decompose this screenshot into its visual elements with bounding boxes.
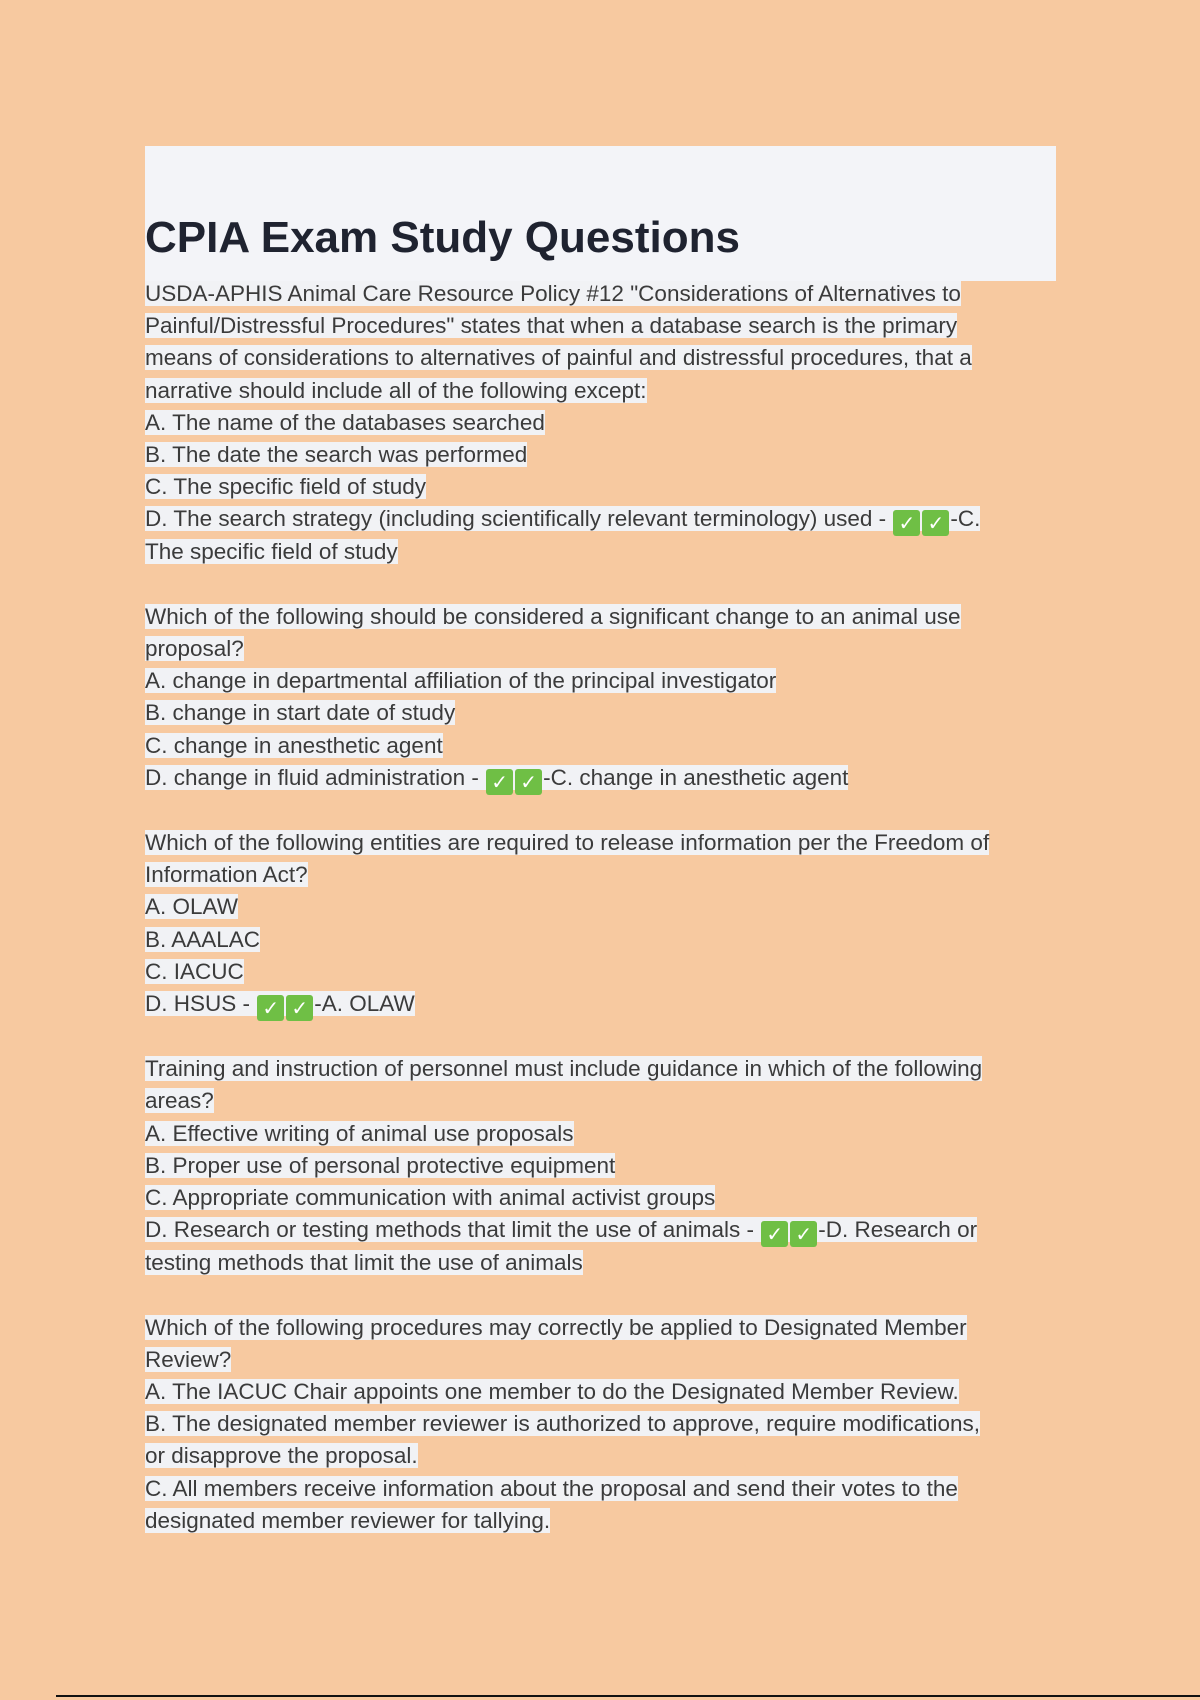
correct-answer: -A. OLAW	[314, 991, 415, 1017]
answer-option: C. All members receive information about the proposal and send their votes to the	[145, 1475, 958, 1501]
answer-option: D. change in fluid administration -	[145, 764, 486, 790]
answer-option: A. The IACUC Chair appoints one member to do the Designated Member Review.	[145, 1379, 959, 1405]
question-text: Training and instruction of personnel must include guidance in which of the following	[145, 1056, 983, 1082]
question-text: means of considerations to alternatives of painful and distressful procedures, that a	[145, 345, 972, 371]
answer-option: A. The name of the databases searched	[145, 409, 545, 435]
answer-option: B. The date the search was performed	[145, 442, 528, 468]
check-mark-icon: ✓	[486, 769, 513, 795]
check-mark-icon: ✓	[790, 1221, 817, 1247]
question-text: Painful/Distressful Procedures" states that when a database search is the primary	[145, 313, 958, 339]
check-mark-icon: ✓	[257, 995, 284, 1021]
answer-line	[145, 506, 981, 536]
check-mark-icon: ✓	[922, 510, 949, 536]
question-text: Which of the following entities are required to release information per the Freedom of	[145, 830, 990, 856]
question-block	[145, 601, 1065, 795]
answer-option: B. change in start date of study	[145, 700, 456, 726]
check-mark-icon: ✓	[761, 1221, 788, 1247]
answer-option: A. change in departmental affiliation of the principal investigator	[145, 668, 777, 694]
answer-option: C. Appropriate communication with animal activist groups	[145, 1185, 716, 1211]
question-block	[145, 1312, 1065, 1537]
question-text: areas?	[145, 1088, 214, 1114]
correct-answer: The specific field of study	[145, 539, 398, 565]
answer-option: C. The specific field of study	[145, 474, 426, 500]
question-text: Review?	[145, 1346, 232, 1372]
answer-option: D. Research or testing methods that limit the use of animals -	[145, 1217, 761, 1243]
answer-option: C. IACUC	[145, 958, 244, 984]
correct-answer: -C.	[950, 506, 981, 532]
answer-option: B. Proper use of personal protective equipment	[145, 1152, 616, 1178]
question-text: USDA-APHIS Animal Care Resource Policy #12 "Considerations of Alternatives to	[145, 281, 961, 306]
answer-option: designated member reviewer for tallying.	[145, 1507, 551, 1533]
answer-option: D. The search strategy (including scientifically relevant terminology) used -	[145, 506, 893, 532]
answer-option: A. Effective writing of animal use proposals	[145, 1120, 574, 1146]
check-mark-icon: ✓	[286, 995, 313, 1021]
check-mark-icon: ✓	[515, 769, 542, 795]
question-text: proposal?	[145, 636, 244, 662]
correct-answer: testing methods that limit the use of animals	[145, 1250, 583, 1276]
answer-option: B. The designated member reviewer is authorized to approve, require modifications,	[145, 1411, 981, 1437]
correct-answer: -D. Research or	[818, 1217, 978, 1243]
question-block	[145, 1053, 1065, 1279]
question-list	[145, 278, 1065, 1569]
answer-option: B. AAALAC	[145, 926, 261, 952]
answer-line	[145, 991, 415, 1021]
question-text: narrative should include all of the following except:	[145, 377, 647, 403]
page-bottom-rule	[56, 1695, 1200, 1697]
question-text: Which of the following should be considered a significant change to an animal use	[145, 603, 961, 629]
question-block	[145, 278, 1065, 569]
answer-option: D. HSUS -	[145, 991, 257, 1017]
question-block	[145, 827, 1065, 1021]
answer-line	[145, 764, 849, 794]
answer-option: or disapprove the proposal.	[145, 1443, 418, 1469]
answer-line	[145, 1217, 978, 1247]
check-mark-icon: ✓	[893, 510, 920, 536]
page-title: CPIA Exam Study Questions	[145, 213, 740, 262]
question-text: Which of the following procedures may correctly be applied to Designated Member	[145, 1314, 967, 1340]
answer-option: A. OLAW	[145, 894, 238, 920]
answer-option: C. change in anesthetic agent	[145, 732, 443, 758]
correct-answer: -C. change in anesthetic agent	[543, 764, 849, 790]
question-text: Information Act?	[145, 862, 308, 888]
